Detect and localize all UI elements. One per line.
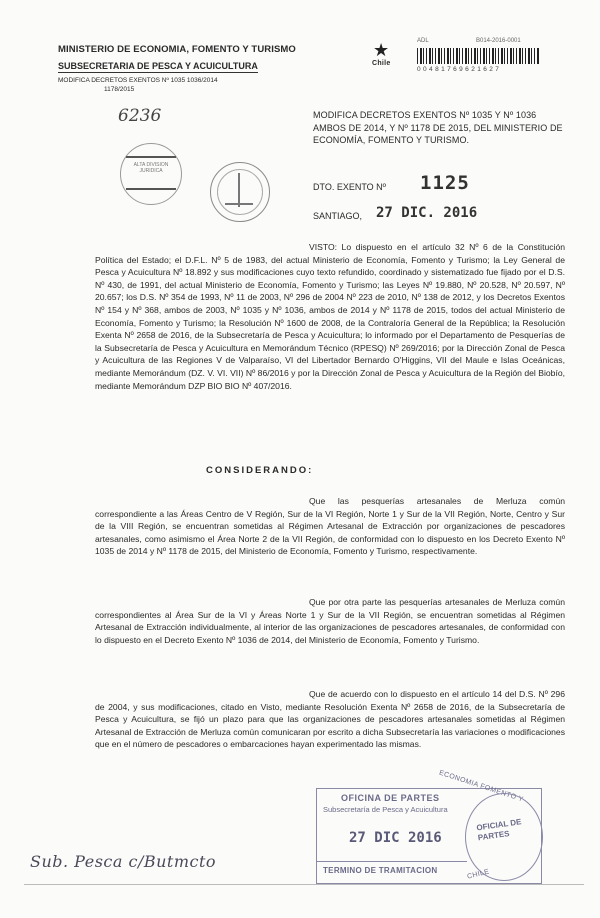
- subsecretaria-name: SUBSECRETARIA DE PESCA Y ACUICULTURA: [58, 61, 258, 71]
- considerando-text: Que las pesquerías artesanales de Merluza común correspondiente a las Áreas Centro de V Región, Sur de la VI Región, Norte 1 y Sur de la VII Región, Norte, Centro y Sur de la VIII Región, se encuentran sometidas al Régimen Artesanal de Extracción por organizaciones de pescadores artesanales, como asimismo el Área Norte 2 de la VII Región, de conformidad con lo dispuesto en los Decreto Exento Nº 1035 de 2014 y Nº 1178 de 2015, del Ministerio de Economía, Fomento y Turismo, respectivamente.: [95, 496, 565, 557]
- decree-date: 27 DIC. 2016: [376, 205, 478, 221]
- barcode-label-2: B014-2016-0001: [476, 38, 521, 44]
- visto-paragraph: [95, 241, 565, 392]
- stamp-footer: TERMINO DE TRAMITACION: [323, 866, 438, 875]
- seal-stripe: [126, 188, 176, 190]
- stamp-arc-text: ECONOMIA FOMENTO Y: [438, 769, 525, 804]
- considerando-heading: CONSIDERANDO:: [206, 465, 314, 476]
- barcode-label: ADL: [417, 38, 429, 44]
- barcode-number: 0 0 4 8 1 7 6 9 6 2 1 6 2 7: [417, 66, 500, 73]
- considerando-paragraph: [95, 495, 565, 558]
- stamp-arc-text-bottom: CHILE: [466, 868, 491, 881]
- page-bottom-edge: [24, 884, 584, 885]
- ministry-name: MINISTERIO DE ECONOMIA, FOMENTO Y TURISMO: [58, 44, 296, 55]
- decree-label: DTO. EXENTO Nº: [313, 182, 386, 192]
- issuer-header: [58, 44, 298, 94]
- handwritten-number: 6236: [118, 106, 162, 126]
- stamp-center-text: OFICIAL DE PARTES: [475, 817, 522, 843]
- stamp-date: 27 DIC 2016: [349, 830, 442, 846]
- reference-line: MODIFICA DECRETOS EXENTOS Nº 1035 1036/2014: [58, 77, 218, 84]
- stamp-divider: [317, 861, 467, 862]
- official-round-seal: [210, 162, 270, 222]
- considerando-paragraph: [95, 596, 565, 646]
- stamp-title: OFICINA DE PARTES: [341, 793, 440, 803]
- seal-text: ALTA DIVISION JURIDICA: [133, 162, 169, 174]
- place-label: SANTIAGO,: [313, 211, 363, 221]
- handwritten-note: Sub. Pesca c/Butmcto: [30, 852, 217, 871]
- seal-emblem: [238, 173, 240, 207]
- stamp-subtitle: Subsecretaría de Pesca y Acuicultura: [323, 805, 448, 814]
- logo-word: Chile: [372, 60, 391, 67]
- considerando-paragraph: [95, 688, 565, 751]
- decree-number: 1125: [420, 172, 470, 194]
- seal-stripe: [126, 156, 176, 158]
- considerando-text: Que de acuerdo con lo dispuesto en el artículo 14 del D.S. Nº 296 de 2004, y sus modificaciones, citado en Visto, mediante Resolución Exenta Nº 2658 de 2016, de la Subsecretaría de Pesca y Acuicultura, se fijó un plazo para que las organizaciones de pescadores artesanales sometidas al Régimen Artesanal de Extracción de Merluza común comunicaran por escrito a dicha Subsecretaría las variaciones o modificaciones que en el número de pescadores o embarcaciones hayan experimentado las mismas.: [95, 689, 565, 750]
- star-icon: ★: [373, 40, 390, 60]
- seal-inner-ring: [217, 169, 263, 215]
- visto-text: VISTO: Lo dispuesto en el artículo 32 Nº 6 de la Constitución Política del Estado; el D.F.L. Nº 5 de 1983, del actual Ministerio de Economía, Fomento y Turismo; la Ley General de Pesca y Acuicultura Nº 18.892 y sus modificaciones cuyo texto refundido, coordinado y sistematizado fue fijado por el D.S. Nº 430, de 1991, del actual Ministerio de Economía, Fomento y Turismo; las Leyes Nº 19.880, Nº 20.528, Nº 20.597, Nº 20.657; los D.S. Nº 354 de 1993, Nº 11 de 2003, Nº 296 de 2004 Nº 223 de 2010, Nº 138 de 2012, y los Decretos Exentos Nº 154 y Nº 368, ambos de 2003, Nº 1035 y Nº 1036, ambos de 2014 y Nº 1178 de 2015, todos del actual Ministerio de Economía, Fomento y Turismo; la Resolución Nº 1600 de 2008, de la Contraloría General de la República; la Resolución Exenta Nº 2658 de 2016, de la Subsecretaría de Pesca y Acuicultura; lo informado por el Departamento de Pesquerías de la Subsecretaría de Pesca y Acuicultura en Memorándum Técnico (RPESQ) Nº 269/2016; por la Dirección Zonal de Pesca y Acuicultura de las Regiones V de Valparaíso, VI del Libertador Bernardo O'Higgins, VII del Maule e Islas Oceánicas, mediante Memorándum (DZ. V. VI. VII) Nº 86/2016 y por la Dirección Zonal de Pesca y Acuicultura de la Región del Biobío, mediante Memorándum DZP BIO BIO Nº 407/2016.: [95, 242, 565, 391]
- decree-subject: MODIFICA DECRETOS EXENTOS Nº 1035 Y Nº 1036 AMBOS DE 2014, Y Nº 1178 DE 2015, DEL MINISTERIO DE ECONOMÍA, FOMENTO Y TURISMO.: [313, 110, 563, 145]
- government-logo: [370, 40, 394, 70]
- reception-stamp: [316, 769, 542, 884]
- considerando-text: Que por otra parte las pesquerías artesanales de Merluza común correspondientes al Área Sur de la VI y Áreas Norte 1 y Sur de la VII Región, se encuentran sometidas al Régimen Artesanal de Extracción individualmente, al interior de las organizaciones de pescadores artesanales, de conformidad con lo dispuesto en el Decreto Exento Nº 1036 de 2014, del Ministerio de Economía, Fomento y Turismo.: [95, 597, 565, 645]
- division-seal: [120, 143, 182, 205]
- reference-line-2: 1178/2015: [104, 86, 135, 93]
- barcode: [417, 48, 539, 64]
- seal-emblem-base: [225, 203, 253, 205]
